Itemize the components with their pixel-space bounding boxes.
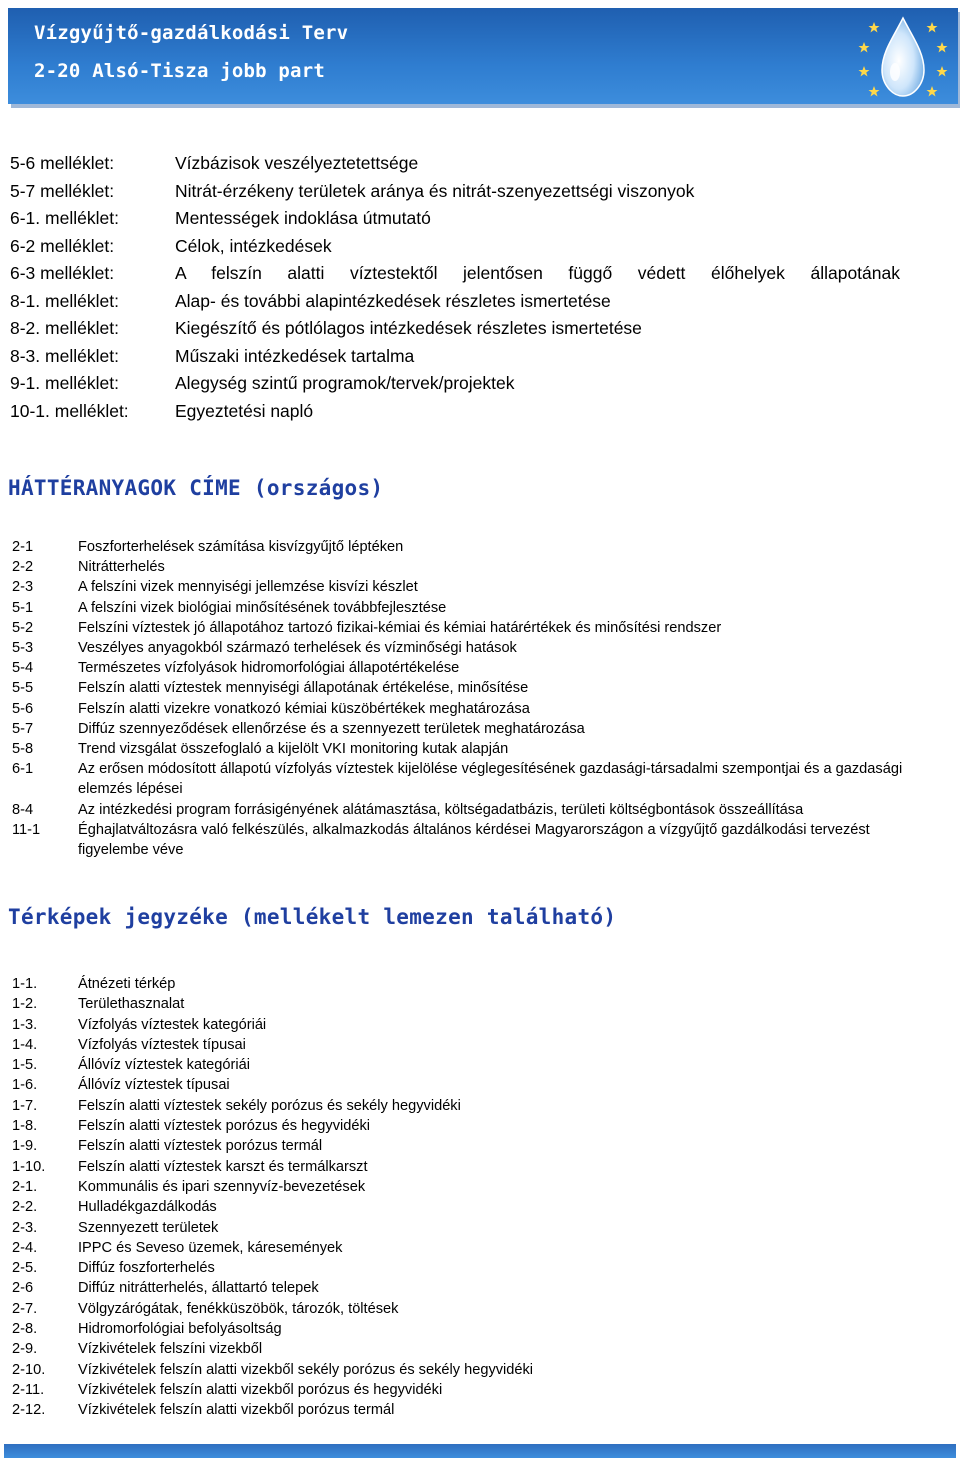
list-item: [12, 820, 957, 860]
water-drop-eu-stars-icon: [854, 12, 952, 104]
item-text: Diffúz nitrátterhelés, állattartó telepek: [78, 1280, 319, 1297]
item-text: Éghajlatváltozásra való felkészülés, alkalmazkodás általános kérdései Magyarországon a vízgyűjtő gazdálkodási tervezést figyelembe véve: [78, 821, 870, 859]
list-item: [12, 577, 957, 597]
item-text: Vízfolyás víztestek kategóriái: [78, 1016, 267, 1033]
list-item: [12, 678, 957, 698]
footer-bar: [4, 1444, 956, 1458]
item-text: Állóvíz víztestek kategóriái: [78, 1057, 250, 1074]
list-item: [12, 1258, 957, 1278]
annex-item: [10, 398, 955, 426]
list-item: [12, 1400, 957, 1420]
item-code: 2-8.: [12, 1321, 38, 1338]
item-text: Trend vizsgálat összefoglaló a kijelölt VKI monitoring kutak alapján: [78, 741, 509, 758]
item-text: Hulladékgazdálkodás: [78, 1199, 217, 1216]
item-text: Területhasznalat: [78, 996, 185, 1013]
list-item: [12, 1015, 957, 1035]
annex-item: [10, 343, 955, 371]
annex-number: 5-6 melléklet:: [10, 153, 115, 173]
item-code: 5-6: [12, 700, 34, 717]
document-title: Vízgyűjtő-gazdálkodási Terv: [34, 22, 349, 44]
item-code: 1-1.: [12, 976, 38, 992]
item-text: Nitrátterhelés: [78, 559, 165, 576]
item-code: 1-5.: [12, 1057, 38, 1074]
annex-title: Vízbázisok veszélyeztetettsége: [175, 153, 419, 173]
annex-title: Egyeztetési napló: [175, 400, 314, 421]
item-text: Diffúz szennyeződések ellenőrzése és a szennyezett területek meghatározása: [78, 720, 585, 737]
item-text: Völgyzárógátak, fenékküszöbök, tározók, töltések: [78, 1300, 399, 1317]
item-text: Felszíni víztestek jó állapotához tartozó fizikai-kémiai és kémiai határértékek és minősítési rendszer: [78, 619, 722, 636]
item-code: 1-7.: [12, 1097, 38, 1114]
item-code: 2-2.: [12, 1199, 38, 1216]
annex-number: 6-1. melléklet:: [10, 208, 119, 228]
item-text: A felszíni vizek mennyiségi jellemzése kisvízi készlet: [78, 579, 418, 596]
item-text: Kommunális és ipari szennyvíz-bevezetések: [78, 1178, 366, 1195]
item-code: 1-6.: [12, 1077, 38, 1094]
item-code: 2-1: [12, 539, 34, 555]
list-item: [12, 1218, 957, 1238]
annex-item: [10, 260, 955, 288]
annex-title: Alap- és további alapintézkedések részletes ismertetése: [175, 290, 611, 311]
item-code: 5-4: [12, 660, 34, 677]
list-item: [12, 658, 957, 678]
item-code: 6-1: [12, 761, 34, 778]
item-text: Diffúz foszforterhelés: [78, 1260, 215, 1277]
maps-heading: Térképek jegyzéke (mellékelt lemezen található): [8, 905, 617, 929]
item-text: Vízkivételek felszín alatti vizekből sekély porózus és sekély hegyvidéki: [78, 1361, 534, 1378]
annex-item: [10, 370, 955, 398]
annex-item: [10, 233, 955, 261]
item-code: 5-1: [12, 599, 34, 616]
item-code: 1-4.: [12, 1036, 38, 1053]
item-text: Felszín alatti víztestek mennyiségi állapotának értékelése, minősítése: [78, 680, 529, 697]
item-code: 1-2.: [12, 996, 38, 1013]
item-text: Hidromorfológiai befolyásoltság: [78, 1321, 282, 1338]
annex-number: 5-7 melléklet:: [10, 180, 115, 201]
list-item: [12, 699, 957, 719]
item-code: 5-3: [12, 640, 34, 657]
document-subtitle: 2-20 Alsó-Tisza jobb part: [34, 60, 325, 82]
item-code: 2-9.: [12, 1341, 38, 1358]
item-code: 8-4: [12, 801, 34, 818]
annex-number: 6-3 melléklet:: [10, 263, 115, 283]
item-code: 2-6: [12, 1280, 34, 1297]
list-item: [12, 1177, 957, 1197]
list-item: [12, 1380, 957, 1400]
item-code: 2-5.: [12, 1260, 38, 1277]
item-text: Vízfolyás víztestek típusai: [78, 1036, 246, 1053]
list-item: [12, 1197, 957, 1217]
list-item: [12, 638, 957, 658]
list-item: [12, 800, 957, 820]
item-code: 2-3.: [12, 1219, 38, 1236]
annex-number: 9-1. melléklet:: [10, 373, 119, 393]
item-text: Felszín alatti víztestek karszt és termálkarszt: [78, 1158, 368, 1175]
list-item: [12, 1319, 957, 1339]
list-item: [12, 1360, 957, 1380]
item-text: Felszín alatti víztestek porózus és hegyvidéki: [78, 1118, 371, 1135]
item-code: 5-5: [12, 680, 34, 697]
item-text: Vízkivételek felszíni vizekből: [78, 1341, 263, 1358]
annex-title: A felszín alatti víztestektől jelentősen függő védett élőhelyek állapotának: [175, 263, 900, 283]
background-list: [12, 537, 957, 860]
annex-number: 10-1. melléklet:: [10, 400, 129, 421]
list-item: [12, 1075, 957, 1095]
annex-list: [10, 150, 955, 425]
list-item: [12, 759, 957, 799]
item-text: Az erősen módosított állapotú vízfolyás víztestek kijelölése véglegesítésének gazdasági-társadalmi szempontjai és a gazdasági elemzés lépései: [78, 761, 903, 798]
item-text: A felszíni vizek biológiai minősítésének továbbfejlesztése: [78, 599, 447, 616]
list-item: [12, 537, 957, 557]
item-text: Természetes vízfolyások hidromorfológiai állapotértékelése: [78, 660, 460, 677]
item-code: 2-4.: [12, 1239, 38, 1256]
background-heading: HÁTTÉRANYAGOK CÍME (országos): [8, 476, 384, 500]
list-item: [12, 1096, 957, 1116]
item-text: Felszín alatti víztestek porózus termál: [78, 1138, 323, 1155]
annex-item: [10, 315, 955, 343]
item-code: 2-2: [12, 559, 34, 576]
list-item: [12, 1299, 957, 1319]
header-banner: [8, 8, 958, 104]
item-code: 1-3.: [12, 1016, 38, 1033]
annex-title: Célok, intézkedések: [175, 235, 332, 256]
item-text: Veszélyes anyagokból származó terhelések és vízminőségi hatások: [78, 640, 517, 657]
item-text: Foszforterhelések számítása kisvízgyűjtő léptéken: [78, 539, 404, 555]
list-item: [12, 1055, 957, 1075]
annex-title: Műszaki intézkedések tartalma: [175, 345, 415, 366]
list-item: [12, 1238, 957, 1258]
list-item: [12, 719, 957, 739]
annex-number: 8-3. melléklet:: [10, 345, 119, 366]
item-text: Vízkivételek felszín alatti vizekből porózus termál: [78, 1402, 395, 1419]
item-code: 11-1: [12, 821, 41, 838]
annex-item: [10, 205, 955, 233]
list-item: [12, 1157, 957, 1177]
list-item: [12, 557, 957, 577]
annex-title: Mentességek indoklása útmutató: [175, 208, 431, 228]
item-code: 1-9.: [12, 1138, 38, 1155]
item-text: Átnézeti térkép: [78, 976, 176, 992]
list-item: [12, 1035, 957, 1055]
item-code: 1-8.: [12, 1118, 38, 1135]
item-text: Felszín alatti vizekre vonatkozó kémiai küszöbértékek meghatározása: [78, 700, 530, 717]
list-item: [12, 974, 957, 994]
item-code: 2-10.: [12, 1361, 46, 1378]
annex-item: [10, 150, 955, 178]
annex-item: [10, 178, 955, 206]
list-item: [12, 1339, 957, 1359]
annex-number: 6-2 melléklet:: [10, 235, 115, 256]
list-item: [12, 1278, 957, 1298]
list-item: [12, 618, 957, 638]
item-code: 5-2: [12, 619, 34, 636]
annex-number: 8-2. melléklet:: [10, 318, 119, 338]
item-text: Az intézkedési program forrásigényének alátámasztása, költségadatbázis, területi költségbontások összeállítása: [78, 801, 804, 818]
item-text: Szennyezett területek: [78, 1219, 219, 1236]
item-text: Felszín alatti víztestek sekély porózus és sekély hegyvidéki: [78, 1097, 461, 1114]
item-code: 2-3: [12, 579, 34, 596]
list-item: [12, 1116, 957, 1136]
maps-list: [12, 974, 957, 1421]
item-text: IPPC és Seveso üzemek, káresemények: [78, 1239, 343, 1256]
item-code: 1-10.: [12, 1158, 46, 1175]
list-item: [12, 1136, 957, 1156]
annex-title: Nitrát-érzékeny területek aránya és nitrát-szenyezettségi viszonyok: [175, 180, 695, 201]
annex-number: 8-1. melléklet:: [10, 290, 119, 311]
annex-title: Kiegészítő és pótlólagos intézkedések részletes ismertetése: [175, 318, 642, 338]
annex-title: Alegység szintű programok/tervek/projektek: [175, 373, 515, 393]
list-item: [12, 739, 957, 759]
annex-item: [10, 288, 955, 316]
item-code: 2-7.: [12, 1300, 38, 1317]
item-code: 2-1.: [12, 1178, 38, 1195]
item-code: 5-8: [12, 741, 34, 758]
item-text: Vízkivételek felszín alatti vizekből porózus és hegyvidéki: [78, 1381, 443, 1398]
item-code: 5-7: [12, 720, 34, 737]
list-item: [12, 994, 957, 1014]
item-code: 2-12.: [12, 1402, 46, 1419]
item-text: Állóvíz víztestek típusai: [78, 1077, 230, 1094]
list-item: [12, 598, 957, 618]
item-code: 2-11.: [12, 1381, 45, 1398]
